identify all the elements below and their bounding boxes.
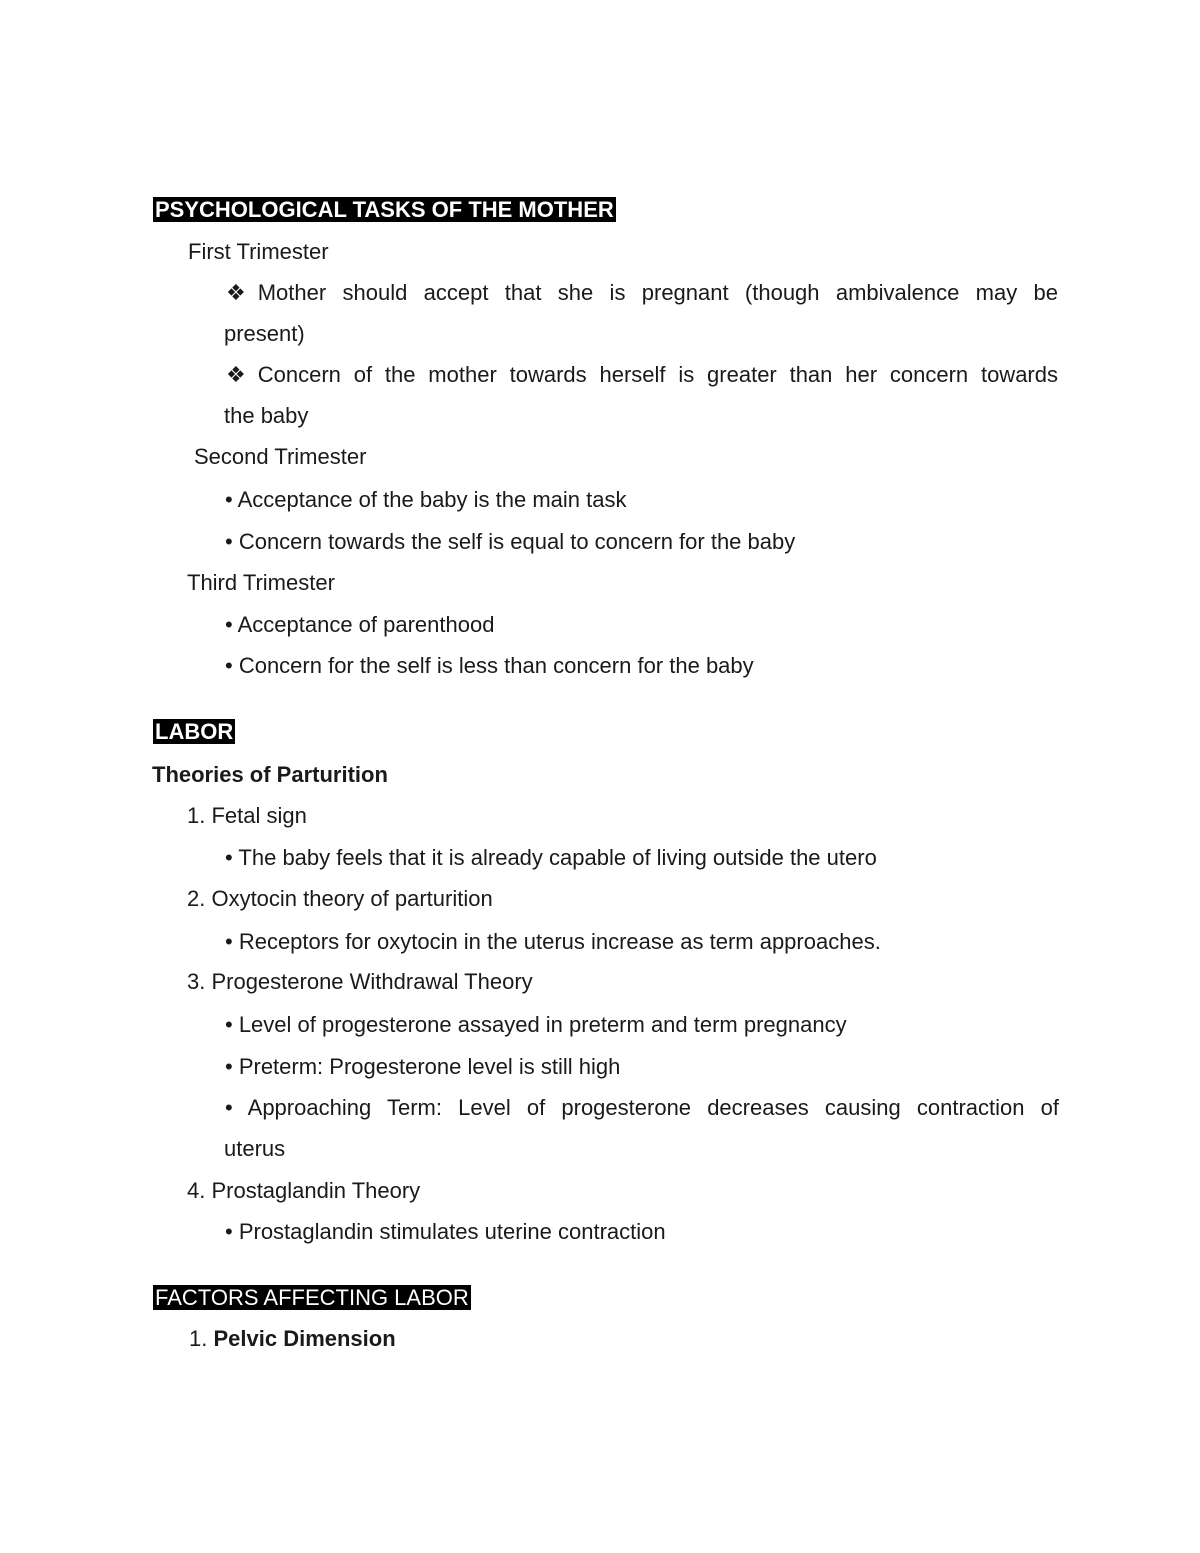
section-heading-text: FACTORS AFFECTING LABOR [155,1285,469,1310]
first-trimester-item-2-text: Concern of the mother towards herself is greater than her concern towards [257,362,1058,387]
theory-3-point-1: • Level of progesterone assayed in preterm and term pregnancy [225,1012,847,1037]
section-heading-text: PSYCHOLOGICAL TASKS OF THE MOTHER [155,197,614,222]
first-trimester-item-2-cont: the baby [224,403,309,428]
theory-3-title: 3. Progesterone Withdrawal Theory [187,969,533,994]
second-trimester-item-2: • Concern towards the self is equal to concern for the baby [225,529,796,554]
theory-1-point-1: • The baby feels that it is already capable of living outside the utero [225,845,877,870]
third-trimester-title: Third Trimester [187,570,335,595]
diamond-bullet-icon: ❖ [226,362,246,387]
theory-3-point-3: • Approaching Term: Level of progesterone decreases causing contraction of [225,1095,1059,1120]
second-trimester-title: Second Trimester [194,444,367,469]
section-heading-text: LABOR [155,719,234,744]
theory-2-point-1: • Receptors for oxytocin in the uterus increase as term approaches. [225,929,881,954]
theory-3-point-3-cont: uterus [224,1136,286,1161]
first-trimester-title: First Trimester [188,239,329,264]
diamond-bullet-icon: ❖ [226,280,246,305]
section-heading-psychological-tasks [153,196,616,224]
section-heading-factors [153,1284,471,1312]
factor-1-number: 1. [189,1326,208,1351]
first-trimester-item-1 [226,279,1058,307]
theory-3-point-2: • Preterm: Progesterone level is still high [225,1054,621,1079]
second-trimester-item-1: • Acceptance of the baby is the main task [225,487,627,512]
theory-4-title: 4. Prostaglandin Theory [187,1178,421,1203]
theory-4-point-1: • Prostaglandin stimulates uterine contraction [225,1219,666,1244]
theories-subheading: Theories of Parturition [152,762,388,787]
first-trimester-item-1-text: Mother should accept that she is pregnant (though ambivalence may be [257,280,1058,305]
theory-2-title: 2. Oxytocin theory of parturition [187,886,493,911]
third-trimester-item-1: • Acceptance of parenthood [225,612,495,637]
first-trimester-item-1-cont: present) [224,321,305,346]
factor-1 [189,1325,396,1353]
factor-1-label: Pelvic Dimension [213,1326,396,1351]
third-trimester-item-2: • Concern for the self is less than concern for the baby [225,653,754,678]
theory-1-title: 1. Fetal sign [187,803,307,828]
section-heading-labor [153,718,235,746]
first-trimester-item-2 [226,361,1058,389]
